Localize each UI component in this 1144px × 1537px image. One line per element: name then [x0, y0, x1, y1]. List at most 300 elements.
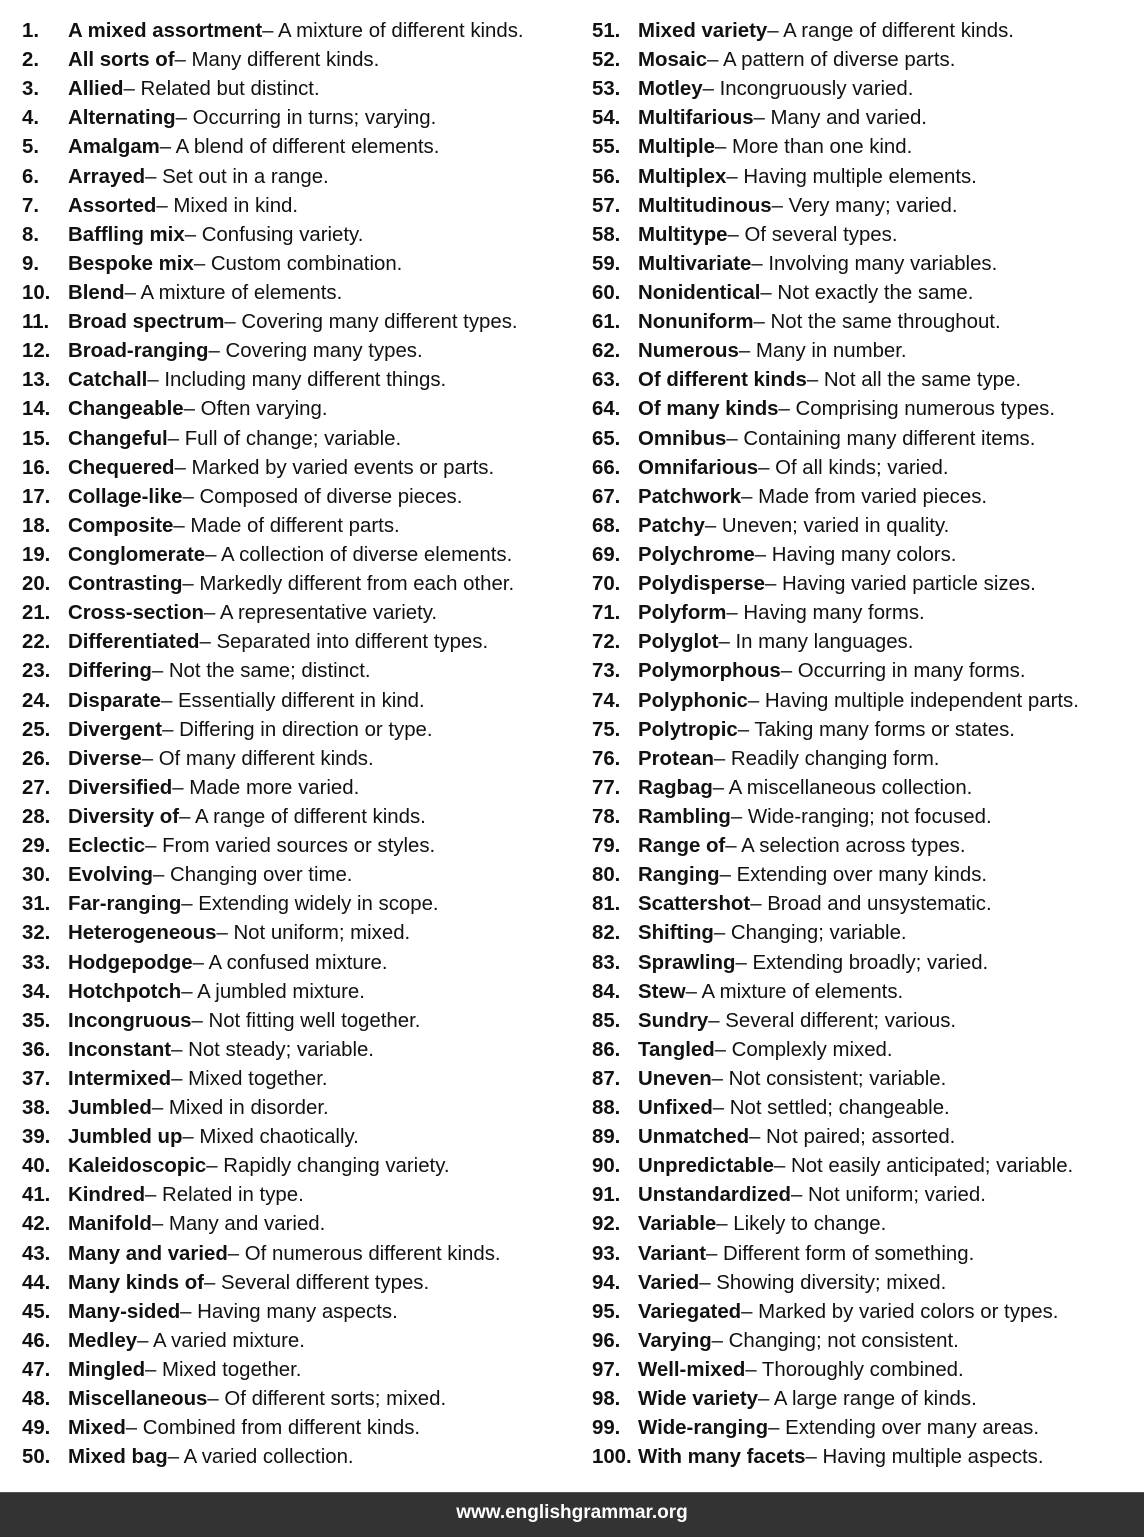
list-item [22, 250, 582, 279]
list-item [592, 1152, 1144, 1181]
list-item [592, 250, 1144, 279]
item-term: Polyform [638, 602, 727, 625]
footer-website-link[interactable]: www.englishgrammar.org [456, 1502, 688, 1523]
item-number: 95. [592, 1300, 621, 1323]
item-definition: – Several different; various. [708, 1009, 957, 1032]
item-term: Mixed bag [68, 1446, 168, 1469]
item-number: 80. [592, 864, 621, 887]
item-term: Manifold [68, 1213, 152, 1236]
list-item [22, 192, 582, 221]
item-definition: – Markedly different from each other. [182, 573, 515, 596]
item-number: 50. [22, 1446, 51, 1469]
item-number: 100. [592, 1446, 632, 1469]
list-item [22, 1065, 582, 1094]
item-term: Mingled [68, 1359, 146, 1382]
list-item [592, 483, 1144, 512]
item-number: 17. [22, 485, 51, 508]
item-term: Of many kinds [638, 398, 779, 421]
item-number: 69. [592, 543, 621, 566]
list-item [592, 861, 1144, 890]
item-definition: – A pattern of diverse parts. [707, 49, 956, 72]
list-item [592, 1443, 1144, 1472]
item-definition: – Often varying. [183, 398, 328, 421]
item-definition: – A selection across types. [725, 835, 966, 858]
item-term: Broad spectrum [68, 311, 225, 334]
item-number: 58. [592, 223, 621, 246]
item-term: Variegated [638, 1300, 742, 1323]
item-term: Multitype [638, 223, 728, 246]
list-item [22, 221, 582, 250]
item-number: 44. [22, 1271, 51, 1294]
item-term: Collage-like [68, 485, 183, 508]
item-term: Of different kinds [638, 369, 807, 392]
item-definition: – Not the same throughout. [753, 311, 1001, 334]
list-item [22, 541, 582, 570]
item-number: 2. [22, 49, 40, 72]
item-term: Blend [68, 281, 125, 304]
list-item [592, 1414, 1144, 1443]
list-item [22, 133, 582, 162]
list-item [592, 628, 1144, 657]
item-definition: – Complexly mixed. [714, 1038, 893, 1061]
item-term: Mosaic [638, 49, 708, 72]
list-item [592, 570, 1144, 599]
list-item [592, 657, 1144, 686]
item-number: 41. [22, 1184, 51, 1207]
item-term: Differentiated [68, 631, 200, 654]
item-term: Unfixed [638, 1097, 713, 1120]
item-term: Composite [68, 514, 174, 537]
list-item [22, 46, 582, 75]
item-term: Polychrome [638, 543, 755, 566]
item-definition: – Showing diversity; mixed. [699, 1271, 947, 1294]
item-number: 33. [22, 951, 51, 974]
item-number: 42. [22, 1213, 51, 1236]
item-number: 54. [592, 107, 621, 130]
list-item [22, 1356, 582, 1385]
list-item [22, 919, 582, 948]
item-term: Well-mixed [638, 1359, 746, 1382]
item-number: 52. [592, 49, 621, 72]
item-definition: – Mixed together. [145, 1359, 302, 1382]
list-item [22, 599, 582, 628]
item-definition: – Involving many variables. [751, 252, 998, 275]
item-term: A mixed assortment [68, 20, 263, 42]
item-definition: – Combined from different kinds. [125, 1417, 421, 1440]
item-number: 26. [22, 747, 51, 770]
list-item [22, 1007, 582, 1036]
item-definition: – A large range of kinds. [757, 1388, 977, 1411]
list-item [592, 512, 1144, 541]
item-definition: – Changing; not consistent. [711, 1329, 959, 1352]
item-number: 16. [22, 456, 51, 479]
list-item [592, 1298, 1144, 1327]
item-definition: – Having multiple independent parts. [747, 689, 1079, 712]
item-term: Unstandardized [638, 1184, 791, 1207]
item-definition: – Of different sorts; mixed. [207, 1388, 447, 1411]
list-item [22, 1094, 582, 1123]
item-term: Variable [638, 1213, 717, 1236]
item-term: Wide-ranging [638, 1417, 769, 1440]
list-item [592, 17, 1144, 46]
item-term: Shifting [638, 922, 714, 945]
item-term: Multiple [638, 136, 716, 159]
list-item [22, 1385, 582, 1414]
item-term: Changeable [68, 398, 184, 421]
item-definition: – A jumbled mixture. [181, 980, 365, 1003]
item-number: 53. [592, 78, 621, 101]
list-item [592, 366, 1144, 395]
item-number: 10. [22, 281, 51, 304]
item-definition: – Not steady; variable. [171, 1038, 374, 1061]
item-definition: – Changing over time. [152, 864, 353, 887]
item-term: Varying [638, 1329, 712, 1352]
footer-bar [0, 1492, 1144, 1537]
item-definition: – More than one kind. [715, 136, 913, 159]
item-definition: – Related but distinct. [123, 78, 320, 101]
word-list-right-column [592, 17, 1144, 1472]
item-term: Alternating [68, 107, 176, 130]
item-term: Rambling [638, 805, 731, 828]
item-definition: – Different form of something. [706, 1242, 975, 1265]
item-definition: – Changing; variable. [713, 922, 907, 945]
item-definition: – A mixture of different kinds. [262, 20, 524, 42]
item-number: 97. [592, 1359, 621, 1382]
item-term: Heterogeneous [68, 922, 217, 945]
item-term: Far-ranging [68, 893, 182, 916]
item-term: Varied [638, 1271, 700, 1294]
item-number: 5. [22, 136, 40, 159]
list-item [592, 163, 1144, 192]
item-term: Variant [638, 1242, 707, 1265]
item-definition: – Having many aspects. [180, 1300, 398, 1323]
item-definition: – Rapidly changing variety. [206, 1155, 450, 1178]
item-term: Eclectic [68, 835, 146, 858]
item-definition: – Extending over many kinds. [719, 864, 988, 887]
item-number: 35. [22, 1009, 51, 1032]
item-number: 29. [22, 835, 51, 858]
item-number: 93. [592, 1242, 621, 1265]
item-term: Intermixed [68, 1067, 172, 1090]
list-item [22, 745, 582, 774]
list-item [22, 890, 582, 919]
item-number: 19. [22, 543, 51, 566]
item-term: Changeful [68, 427, 168, 450]
list-item [592, 133, 1144, 162]
item-definition: – Related in type. [145, 1184, 304, 1207]
item-definition: – Not exactly the same. [760, 281, 974, 304]
item-number: 30. [22, 864, 51, 887]
item-definition: – Of many different kinds. [141, 747, 374, 770]
item-definition: – Many different kinds. [174, 49, 380, 72]
item-definition: – A representative variety. [203, 602, 438, 625]
list-item [592, 1356, 1144, 1385]
item-term: Conglomerate [68, 543, 206, 566]
item-term: Divergent [68, 718, 163, 741]
item-term: Diverse [68, 747, 142, 770]
item-number: 7. [22, 194, 40, 217]
list-item [592, 803, 1144, 832]
list-item [22, 425, 582, 454]
item-number: 20. [22, 573, 51, 596]
item-definition: – Having many forms. [726, 602, 925, 625]
item-definition: – Made of different parts. [173, 514, 400, 537]
item-number: 45. [22, 1300, 51, 1323]
item-term: Multifarious [638, 107, 754, 130]
item-definition: – Differing in direction or type. [162, 718, 433, 741]
item-definition: – Mixed together. [171, 1067, 328, 1090]
item-definition: – Mixed in kind. [156, 194, 299, 217]
item-number: 78. [592, 805, 621, 828]
item-number: 88. [592, 1097, 621, 1120]
list-item [22, 1036, 582, 1065]
item-number: 65. [592, 427, 621, 450]
item-number: 92. [592, 1213, 621, 1236]
item-definition: – Several different types. [203, 1271, 430, 1294]
item-number: 36. [22, 1038, 51, 1061]
list-item [592, 46, 1144, 75]
list-item [22, 308, 582, 337]
item-number: 39. [22, 1126, 51, 1149]
item-term: Amalgam [68, 136, 160, 159]
item-number: 51. [592, 20, 621, 42]
item-number: 25. [22, 718, 51, 741]
item-number: 73. [592, 660, 621, 683]
list-item [592, 1094, 1144, 1123]
list-item [22, 1327, 582, 1356]
item-definition: – A blend of different elements. [159, 136, 440, 159]
item-term: Numerous [638, 340, 739, 363]
item-definition: – Made from varied pieces. [741, 485, 988, 508]
item-definition: – Not uniform; varied. [790, 1184, 986, 1207]
list-item [22, 1443, 582, 1472]
item-number: 56. [592, 165, 621, 188]
item-term: Motley [638, 78, 703, 101]
list-item [22, 949, 582, 978]
list-item [592, 1065, 1144, 1094]
list-item [592, 1123, 1144, 1152]
item-number: 49. [22, 1417, 51, 1440]
item-definition: – A collection of diverse elements. [205, 543, 513, 566]
list-item [22, 774, 582, 803]
list-item [22, 366, 582, 395]
item-number: 11. [22, 311, 50, 334]
list-item [592, 599, 1144, 628]
list-item [592, 541, 1144, 570]
item-definition: – A varied collection. [167, 1446, 354, 1469]
item-number: 46. [22, 1329, 51, 1352]
item-term: Sprawling [638, 951, 736, 974]
item-term: Stew [638, 980, 686, 1003]
item-term: Broad-ranging [68, 340, 209, 363]
item-term: Kindred [68, 1184, 146, 1207]
list-item [22, 657, 582, 686]
item-definition: – A range of different kinds. [767, 20, 1014, 42]
item-definition: – Having varied particle sizes. [764, 573, 1036, 596]
list-item [592, 745, 1144, 774]
item-definition: – Having many colors. [754, 543, 957, 566]
item-term: Scattershot [638, 893, 751, 916]
item-term: Polytropic [638, 718, 738, 741]
list-item [592, 832, 1144, 861]
item-number: 18. [22, 514, 51, 537]
item-number: 79. [592, 835, 621, 858]
list-item [592, 716, 1144, 745]
item-number: 9. [22, 252, 40, 275]
item-definition: – Covering many different types. [224, 311, 518, 334]
list-item [592, 1007, 1144, 1036]
list-item [22, 716, 582, 745]
item-definition: – Set out in a range. [145, 165, 329, 188]
item-definition: – Having multiple elements. [726, 165, 977, 188]
item-number: 63. [592, 369, 621, 392]
item-number: 32. [22, 922, 51, 945]
list-item [592, 395, 1144, 424]
item-number: 47. [22, 1359, 51, 1382]
item-number: 98. [592, 1388, 621, 1411]
item-definition: – Separated into different types. [199, 631, 489, 654]
item-definition: – Not settled; changeable. [712, 1097, 950, 1120]
item-term: Chequered [68, 456, 175, 479]
item-number: 76. [592, 747, 621, 770]
list-item [592, 687, 1144, 716]
item-term: Diversified [68, 776, 173, 799]
item-definition: – Of numerous different kinds. [227, 1242, 501, 1265]
item-term: Hodgepodge [68, 951, 193, 974]
item-term: Incongruous [68, 1009, 192, 1032]
list-item [592, 192, 1144, 221]
item-number: 21. [22, 602, 51, 625]
item-definition: – Likely to change. [716, 1213, 887, 1236]
item-term: Baffling mix [68, 223, 185, 246]
item-term: Jumbled up [68, 1126, 183, 1149]
list-item [22, 861, 582, 890]
item-number: 1. [22, 20, 40, 42]
list-item [22, 1269, 582, 1298]
item-number: 90. [592, 1155, 621, 1178]
item-definition: – A mixture of elements. [685, 980, 904, 1003]
item-term: Diversity of [68, 805, 180, 828]
item-definition: – A varied mixture. [137, 1329, 305, 1352]
item-term: Unpredictable [638, 1155, 774, 1178]
item-number: 70. [592, 573, 621, 596]
list-item [592, 1327, 1144, 1356]
item-term: Kaleidoscopic [68, 1155, 207, 1178]
item-definition: – Marked by varied events or parts. [174, 456, 495, 479]
list-item [22, 628, 582, 657]
item-number: 8. [22, 223, 40, 246]
list-item [22, 803, 582, 832]
item-definition: – Very many; varied. [771, 194, 958, 217]
item-term: Omnibus [638, 427, 727, 450]
item-number: 83. [592, 951, 621, 974]
list-item [22, 75, 582, 104]
item-number: 68. [592, 514, 621, 537]
item-number: 84. [592, 980, 621, 1003]
item-term: Inconstant [68, 1038, 172, 1061]
item-definition: – Mixed chaotically. [182, 1126, 359, 1149]
item-definition: – Not easily anticipated; variable. [773, 1155, 1074, 1178]
list-item [22, 17, 582, 46]
item-number: 86. [592, 1038, 621, 1061]
item-number: 15. [22, 427, 51, 450]
list-item [592, 1036, 1144, 1065]
list-item [22, 1210, 582, 1239]
item-term: Protean [638, 747, 714, 770]
item-definition: – Occurring in many forms. [780, 660, 1026, 683]
item-number: 71. [592, 602, 621, 625]
list-item [22, 687, 582, 716]
item-number: 3. [22, 78, 40, 101]
list-item [592, 425, 1144, 454]
item-term: Mixed [68, 1417, 126, 1440]
item-number: 27. [22, 776, 51, 799]
item-term: Nonuniform [638, 311, 754, 334]
item-number: 48. [22, 1388, 51, 1411]
item-number: 91. [592, 1184, 621, 1207]
item-number: 13. [22, 369, 51, 392]
list-item [22, 163, 582, 192]
item-term: Patchy [638, 514, 705, 537]
item-definition: – Composed of diverse pieces. [182, 485, 463, 508]
item-definition: – Extending widely in scope. [181, 893, 439, 916]
item-number: 61. [592, 311, 621, 334]
item-term: Hotchpotch [68, 980, 182, 1003]
item-number: 60. [592, 281, 621, 304]
item-definition: – Including many different things. [147, 369, 447, 392]
item-term: Jumbled [68, 1097, 152, 1120]
item-definition: – Not consistent; variable. [711, 1067, 947, 1090]
list-item [22, 1181, 582, 1210]
item-number: 6. [22, 165, 40, 188]
item-term: Multitudinous [638, 194, 772, 217]
item-term: Arrayed [68, 165, 146, 188]
list-item [22, 978, 582, 1007]
item-term: Polymorphous [638, 660, 781, 683]
item-term: Multivariate [638, 252, 752, 275]
list-item [592, 454, 1144, 483]
item-number: 94. [592, 1271, 621, 1294]
item-number: 59. [592, 252, 621, 275]
word-list-left-column [22, 17, 582, 1472]
item-number: 38. [22, 1097, 51, 1120]
item-definition: – Of several types. [727, 223, 898, 246]
item-term: Polyglot [638, 631, 719, 654]
item-term: Omnifarious [638, 456, 759, 479]
list-item [592, 919, 1144, 948]
item-term: Many kinds of [68, 1271, 204, 1294]
item-definition: – Marked by varied colors or types. [741, 1300, 1059, 1323]
item-number: 4. [22, 107, 40, 130]
item-term: Miscellaneous [68, 1388, 208, 1411]
list-item [592, 75, 1144, 104]
item-definition: – A miscellaneous collection. [712, 776, 973, 799]
item-number: 96. [592, 1329, 621, 1352]
item-term: Differing [68, 660, 152, 683]
item-term: Ranging [638, 864, 720, 887]
list-item [22, 832, 582, 861]
item-term: Nonidentical [638, 281, 761, 304]
list-item [22, 512, 582, 541]
item-definition: – Comprising numerous types. [778, 398, 1056, 421]
item-definition: – Full of change; variable. [167, 427, 402, 450]
item-number: 40. [22, 1155, 51, 1178]
list-item [592, 978, 1144, 1007]
item-term: Polyphonic [638, 689, 748, 712]
list-item [592, 774, 1144, 803]
item-term: Sundry [638, 1009, 709, 1032]
list-item [592, 1269, 1144, 1298]
